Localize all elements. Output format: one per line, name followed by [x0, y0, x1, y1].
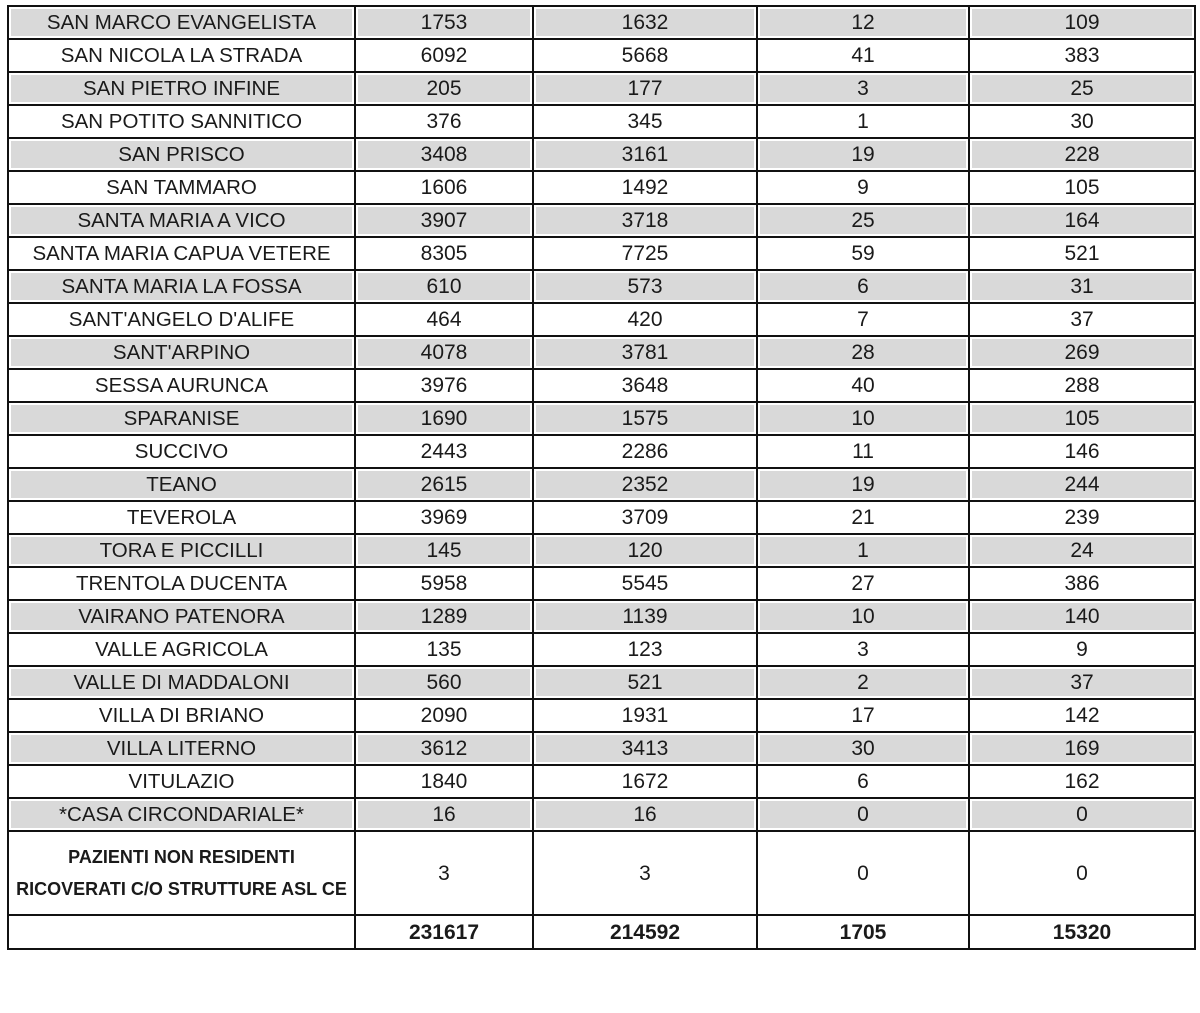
cell-municipality: SAN MARCO EVANGELISTA — [8, 6, 355, 39]
table-row-non-residents — [8, 831, 1195, 915]
cell-municipality: SAN TAMMARO — [8, 171, 355, 204]
cell-col3: 28 — [757, 336, 969, 369]
cell-col4: 142 — [969, 699, 1195, 732]
table-row — [8, 402, 1195, 435]
cell-col4: 269 — [969, 336, 1195, 369]
cell-municipality: VITULAZIO — [8, 765, 355, 798]
cell-col1: 2090 — [355, 699, 533, 732]
cell-municipality: PAZIENTI NON RESIDENTI RICOVERATI C/O STRUTTURE ASL CE — [8, 831, 355, 915]
cell-col3: 6 — [757, 270, 969, 303]
cell-total-col3: 1705 — [757, 915, 969, 949]
cell-col3: 3 — [757, 633, 969, 666]
cell-col2: 16 — [533, 798, 757, 831]
table-row — [8, 567, 1195, 600]
cell-col3: 2 — [757, 666, 969, 699]
cell-total-col2: 214592 — [533, 915, 757, 949]
cell-col4: 383 — [969, 39, 1195, 72]
cell-col3: 9 — [757, 171, 969, 204]
cell-municipality: VILLA DI BRIANO — [8, 699, 355, 732]
cell-col1: 3969 — [355, 501, 533, 534]
cell-col4: 30 — [969, 105, 1195, 138]
cell-col4: 244 — [969, 468, 1195, 501]
cell-municipality: TEANO — [8, 468, 355, 501]
cell-col3: 12 — [757, 6, 969, 39]
cell-col1: 1753 — [355, 6, 533, 39]
cell-col4: 37 — [969, 666, 1195, 699]
cell-municipality: SAN POTITO SANNITICO — [8, 105, 355, 138]
cell-municipality: SANT'ANGELO D'ALIFE — [8, 303, 355, 336]
cell-col1: 3976 — [355, 369, 533, 402]
cell-col1: 4078 — [355, 336, 533, 369]
cell-col1: 6092 — [355, 39, 533, 72]
cell-col2: 1139 — [533, 600, 757, 633]
cell-col2: 573 — [533, 270, 757, 303]
cell-col2: 345 — [533, 105, 757, 138]
cell-col1: 2615 — [355, 468, 533, 501]
cell-col4: 228 — [969, 138, 1195, 171]
cell-col1: 145 — [355, 534, 533, 567]
table-row — [8, 39, 1195, 72]
cell-totals-label — [8, 915, 355, 949]
table-row — [8, 369, 1195, 402]
table-row — [8, 468, 1195, 501]
cell-col2: 177 — [533, 72, 757, 105]
cell-col2: 2286 — [533, 435, 757, 468]
cell-col2: 1575 — [533, 402, 757, 435]
cell-municipality: SUCCIVO — [8, 435, 355, 468]
cell-col1: 3408 — [355, 138, 533, 171]
cell-col4: 37 — [969, 303, 1195, 336]
cell-col3: 40 — [757, 369, 969, 402]
cell-municipality: TRENTOLA DUCENTA — [8, 567, 355, 600]
cell-col4: 0 — [969, 798, 1195, 831]
cell-total-col4: 15320 — [969, 915, 1195, 949]
cell-municipality: SESSA AURUNCA — [8, 369, 355, 402]
cell-col4: 162 — [969, 765, 1195, 798]
cell-col1: 1289 — [355, 600, 533, 633]
cell-municipality: VALLE DI MADDALONI — [8, 666, 355, 699]
table-row — [8, 765, 1195, 798]
cell-col2: 3161 — [533, 138, 757, 171]
cell-municipality: TEVEROLA — [8, 501, 355, 534]
cell-col4: 25 — [969, 72, 1195, 105]
cell-col4: 24 — [969, 534, 1195, 567]
cell-col3: 59 — [757, 237, 969, 270]
cell-col3: 25 — [757, 204, 969, 237]
cell-col1: 3 — [355, 831, 533, 915]
covid-data-table-sheet — [7, 5, 1194, 950]
cell-col1: 205 — [355, 72, 533, 105]
table-row — [8, 600, 1195, 633]
cell-col4: 140 — [969, 600, 1195, 633]
cell-col4: 239 — [969, 501, 1195, 534]
table-row — [8, 336, 1195, 369]
cell-municipality: *CASA CIRCONDARIALE* — [8, 798, 355, 831]
cell-col2: 5545 — [533, 567, 757, 600]
cell-col3: 11 — [757, 435, 969, 468]
cell-col3: 1 — [757, 105, 969, 138]
cell-col4: 31 — [969, 270, 1195, 303]
table-row — [8, 204, 1195, 237]
cell-col4: 146 — [969, 435, 1195, 468]
cell-col1: 464 — [355, 303, 533, 336]
cell-col2: 7725 — [533, 237, 757, 270]
cell-col1: 8305 — [355, 237, 533, 270]
table-row — [8, 666, 1195, 699]
table-row — [8, 270, 1195, 303]
cell-col4: 288 — [969, 369, 1195, 402]
cell-col2: 120 — [533, 534, 757, 567]
cell-col1: 1840 — [355, 765, 533, 798]
cell-municipality: TORA E PICCILLI — [8, 534, 355, 567]
cell-col3: 10 — [757, 600, 969, 633]
cell-col3: 0 — [757, 798, 969, 831]
municipality-table — [7, 5, 1196, 950]
cell-col1: 560 — [355, 666, 533, 699]
cell-col4: 386 — [969, 567, 1195, 600]
cell-col1: 2443 — [355, 435, 533, 468]
table-row — [8, 237, 1195, 270]
cell-col2: 2352 — [533, 468, 757, 501]
table-row — [8, 501, 1195, 534]
cell-municipality: SANT'ARPINO — [8, 336, 355, 369]
cell-col2: 3718 — [533, 204, 757, 237]
cell-col2: 3709 — [533, 501, 757, 534]
cell-municipality: SPARANISE — [8, 402, 355, 435]
cell-col2: 1931 — [533, 699, 757, 732]
cell-col4: 9 — [969, 633, 1195, 666]
table-row — [8, 732, 1195, 765]
cell-col1: 5958 — [355, 567, 533, 600]
cell-municipality: VALLE AGRICOLA — [8, 633, 355, 666]
cell-col1: 16 — [355, 798, 533, 831]
cell-col2: 3648 — [533, 369, 757, 402]
cell-col2: 123 — [533, 633, 757, 666]
cell-col2: 3781 — [533, 336, 757, 369]
cell-col3: 19 — [757, 468, 969, 501]
table-row — [8, 435, 1195, 468]
table-row — [8, 72, 1195, 105]
cell-col2: 3413 — [533, 732, 757, 765]
table-row — [8, 633, 1195, 666]
cell-col4: 0 — [969, 831, 1195, 915]
cell-col4: 105 — [969, 402, 1195, 435]
table-row — [8, 138, 1195, 171]
cell-col1: 1690 — [355, 402, 533, 435]
cell-municipality: SAN PRISCO — [8, 138, 355, 171]
cell-col3: 30 — [757, 732, 969, 765]
cell-col3: 27 — [757, 567, 969, 600]
cell-municipality: VILLA LITERNO — [8, 732, 355, 765]
cell-col3: 1 — [757, 534, 969, 567]
cell-col3: 6 — [757, 765, 969, 798]
table-body — [8, 6, 1195, 949]
cell-col3: 41 — [757, 39, 969, 72]
table-row — [8, 105, 1195, 138]
table-row — [8, 171, 1195, 204]
table-row — [8, 798, 1195, 831]
table-row — [8, 699, 1195, 732]
cell-col2: 1672 — [533, 765, 757, 798]
cell-col3: 21 — [757, 501, 969, 534]
cell-municipality: SANTA MARIA CAPUA VETERE — [8, 237, 355, 270]
cell-col3: 10 — [757, 402, 969, 435]
table-row-totals — [8, 915, 1195, 949]
cell-municipality: SAN NICOLA LA STRADA — [8, 39, 355, 72]
cell-col3: 19 — [757, 138, 969, 171]
cell-municipality: SAN PIETRO INFINE — [8, 72, 355, 105]
cell-col3: 0 — [757, 831, 969, 915]
table-row — [8, 6, 1195, 39]
cell-municipality: SANTA MARIA LA FOSSA — [8, 270, 355, 303]
cell-col3: 17 — [757, 699, 969, 732]
cell-col4: 109 — [969, 6, 1195, 39]
cell-municipality: SANTA MARIA A VICO — [8, 204, 355, 237]
cell-col1: 1606 — [355, 171, 533, 204]
cell-col4: 164 — [969, 204, 1195, 237]
cell-col1: 3612 — [355, 732, 533, 765]
cell-col2: 521 — [533, 666, 757, 699]
cell-col1: 135 — [355, 633, 533, 666]
cell-col2: 1632 — [533, 6, 757, 39]
cell-col2: 5668 — [533, 39, 757, 72]
cell-col4: 169 — [969, 732, 1195, 765]
cell-municipality: VAIRANO PATENORA — [8, 600, 355, 633]
cell-col1: 610 — [355, 270, 533, 303]
cell-col2: 420 — [533, 303, 757, 336]
cell-col3: 7 — [757, 303, 969, 336]
table-row — [8, 303, 1195, 336]
cell-col3: 3 — [757, 72, 969, 105]
cell-col1: 376 — [355, 105, 533, 138]
cell-total-col1: 231617 — [355, 915, 533, 949]
cell-col4: 521 — [969, 237, 1195, 270]
cell-col1: 3907 — [355, 204, 533, 237]
cell-col2: 3 — [533, 831, 757, 915]
table-row — [8, 534, 1195, 567]
cell-col4: 105 — [969, 171, 1195, 204]
cell-col2: 1492 — [533, 171, 757, 204]
